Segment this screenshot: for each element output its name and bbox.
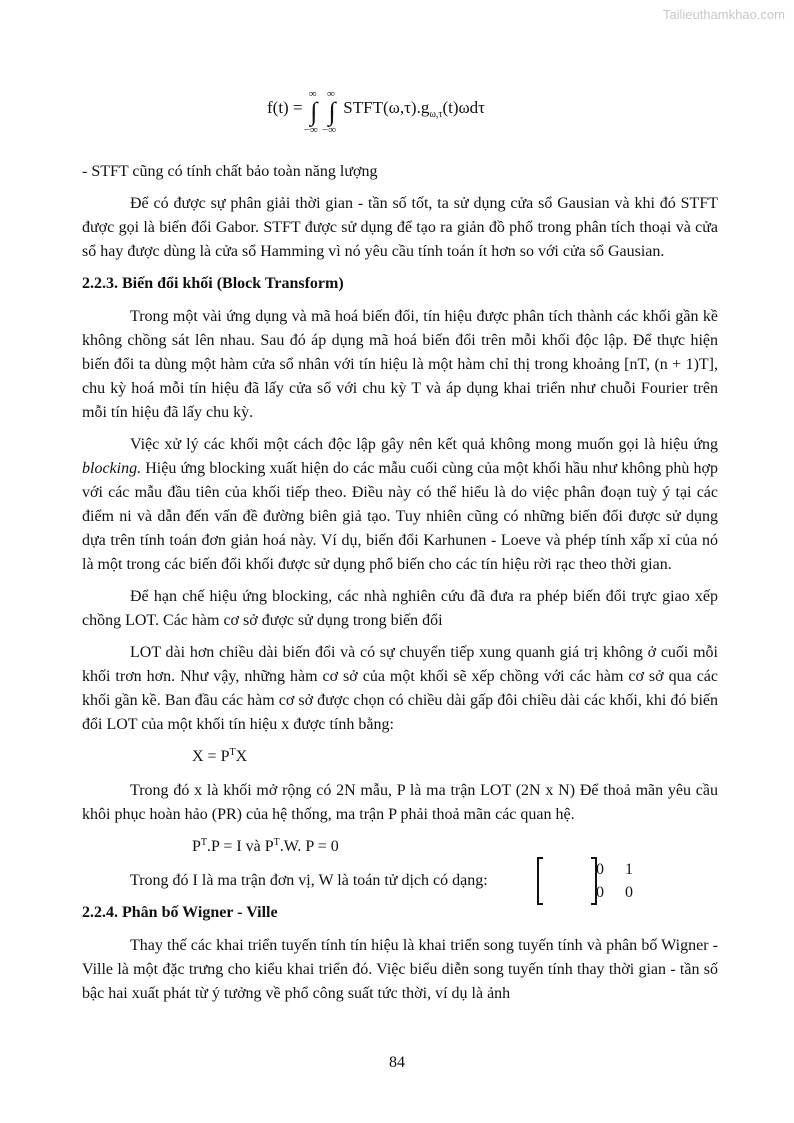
- term-blocking: blocking.: [82, 460, 142, 477]
- watermark: Tailieuthamkhao.com: [662, 7, 785, 22]
- paragraph-lot-basis: LOT dài hơn chiều dài biến đổi và có sự chuyển tiếp xung quanh giá trị không ở cuối mỗi khối trơn hơn. Như vậy, những hàm cơ sở của một khối sẽ xếp chồng với các hàm cơ sở qua các khối gần kề. Ban đầu các hàm cơ sở được chọn có chiều dài gấp đôi chiều dài các khối, khi đó biến đổi LOT của một khối tín hiệu x được tính bằng:: [82, 644, 718, 733]
- heading-wigner-ville: 2.2.4. Phân bố Wigner - Ville: [82, 904, 278, 921]
- paragraph-shift-operator: Trong đó I là ma trận đơn vị, W là toán tử dịch có dạng: 0 1 0 0: [82, 869, 718, 893]
- paragraph-lot-intro: Để hạn chế hiệu ứng blocking, các nhà nghiên cứu đã đưa ra phép biến đổi trực giao xếp chồng LOT. Các hàm cơ sở được sử dụng trong biến đổi: [82, 588, 718, 629]
- page-number: 84: [389, 1054, 405, 1071]
- integral-sign-2: ∫ ∞ −∞: [322, 88, 337, 136]
- formula-subscript: ω,τ: [429, 109, 443, 120]
- integral-sign-1: ∫ ∞ −∞: [303, 88, 318, 136]
- heading-block-transform: 2.2.3. Biến đổi khối (Block Transform): [82, 275, 344, 292]
- shift-matrix: [537, 857, 633, 905]
- formula-body: STFT(ω,τ).g: [343, 98, 430, 117]
- equation-orthogonality: $P^T.P = I$ và $P^T.W$. P = 0: [192, 837, 339, 855]
- formula-tail: (t)ωdτ: [442, 98, 486, 117]
- formula-lhs: f(t) =: [267, 98, 303, 117]
- paragraph-wigner: Thay thế các khai triển tuyến tính tín hiệu là khai triển song tuyến tính và phân bố Wigner - Ville là một đặc trưng cho kiểu khai triển đó. Việc biểu diễn song tuyến tính thay thời gian - tần số bậc hai xuất phát từ ý tưởng về phổ công suất tức thời, ví dụ là ảnh: [82, 937, 718, 1002]
- equation-lot: $X = P^TX$: [192, 747, 248, 765]
- matrix-cell: 1: [625, 861, 633, 878]
- paragraph-blocking: Việc xử lý các khối một cách độc lập gây nên kết quả không mong muốn gọi là hiệu ứng blocking. Hiệu ứng blocking xuất hiện do các mẫu cuối cùng của một khối hầu như không phù hợp với các mẫu đầu tiên của khối tiếp theo. Điều này có thể hiểu là do việc phân đoạn tuỳ ý tại các điểm ni và dẫn đến vấn đề đường biên giả tạo. Tuy nhiên cũng có những biến đổi được sử dụng dựa trên tính toán đơn giản hoá này. Ví dụ, biến đổi Karhunen - Loeve và phép tính xấp xỉ của nó là một trong các biến đổi khối được sử dụng phổ biến cho các tín hiệu rời rạc theo thời gian.: [82, 436, 718, 573]
- paragraph-pr-condition: Trong đó x là khối mở rộng có 2N mẫu, P là ma trận LOT (2N x N) Để thoả mãn yêu cầu khôi phục hoàn hảo (PR) của hệ thống, ma trận P phải thoả mãn các quan hệ.: [82, 782, 718, 823]
- document-page: [82, 80, 718, 1014]
- matrix-cell: 0: [596, 884, 604, 901]
- inverse-stft-formula: [82, 88, 718, 140]
- paragraph-block-intro: Trong một vài ứng dụng và mã hoá biến đổi, tín hiệu được phân tích thành các khối gần kề không chồng sát lên nhau. Sau đó áp dụng mã hoá biến đổi trên mỗi khối độc lập. Để thực hiện biến đổi ta dùng một hàm cửa sổ nhân với tín hiệu là một hàm chỉ thị trong khoảng [nT, (n + 1)T], chu kỳ hoá mỗi tín hiệu đã lấy cửa sổ với chu kỳ T và áp dụng khai triển như chuỗi Fourier trên mỗi tín hiệu đã lấy chu kỳ.: [82, 308, 718, 421]
- paragraph-energy: - STFT cũng có tính chất bảo toàn năng lượng: [82, 163, 378, 180]
- matrix-cell: 0: [596, 861, 604, 878]
- paragraph-gabor: Để có được sự phân giải thời gian - tần số tốt, ta sử dụng cửa sổ Gausian và khi đó STFT được gọi là biến đổi Gabor. STFT được sử dụng để tạo ra giản đồ phổ trong phân tích thoại và cửa sổ hay được dùng là cửa sổ Hamming vì nó yêu cầu tính toán ít hơn so với cửa sổ Gausian.: [82, 195, 718, 260]
- matrix-cell: 0: [625, 884, 633, 901]
